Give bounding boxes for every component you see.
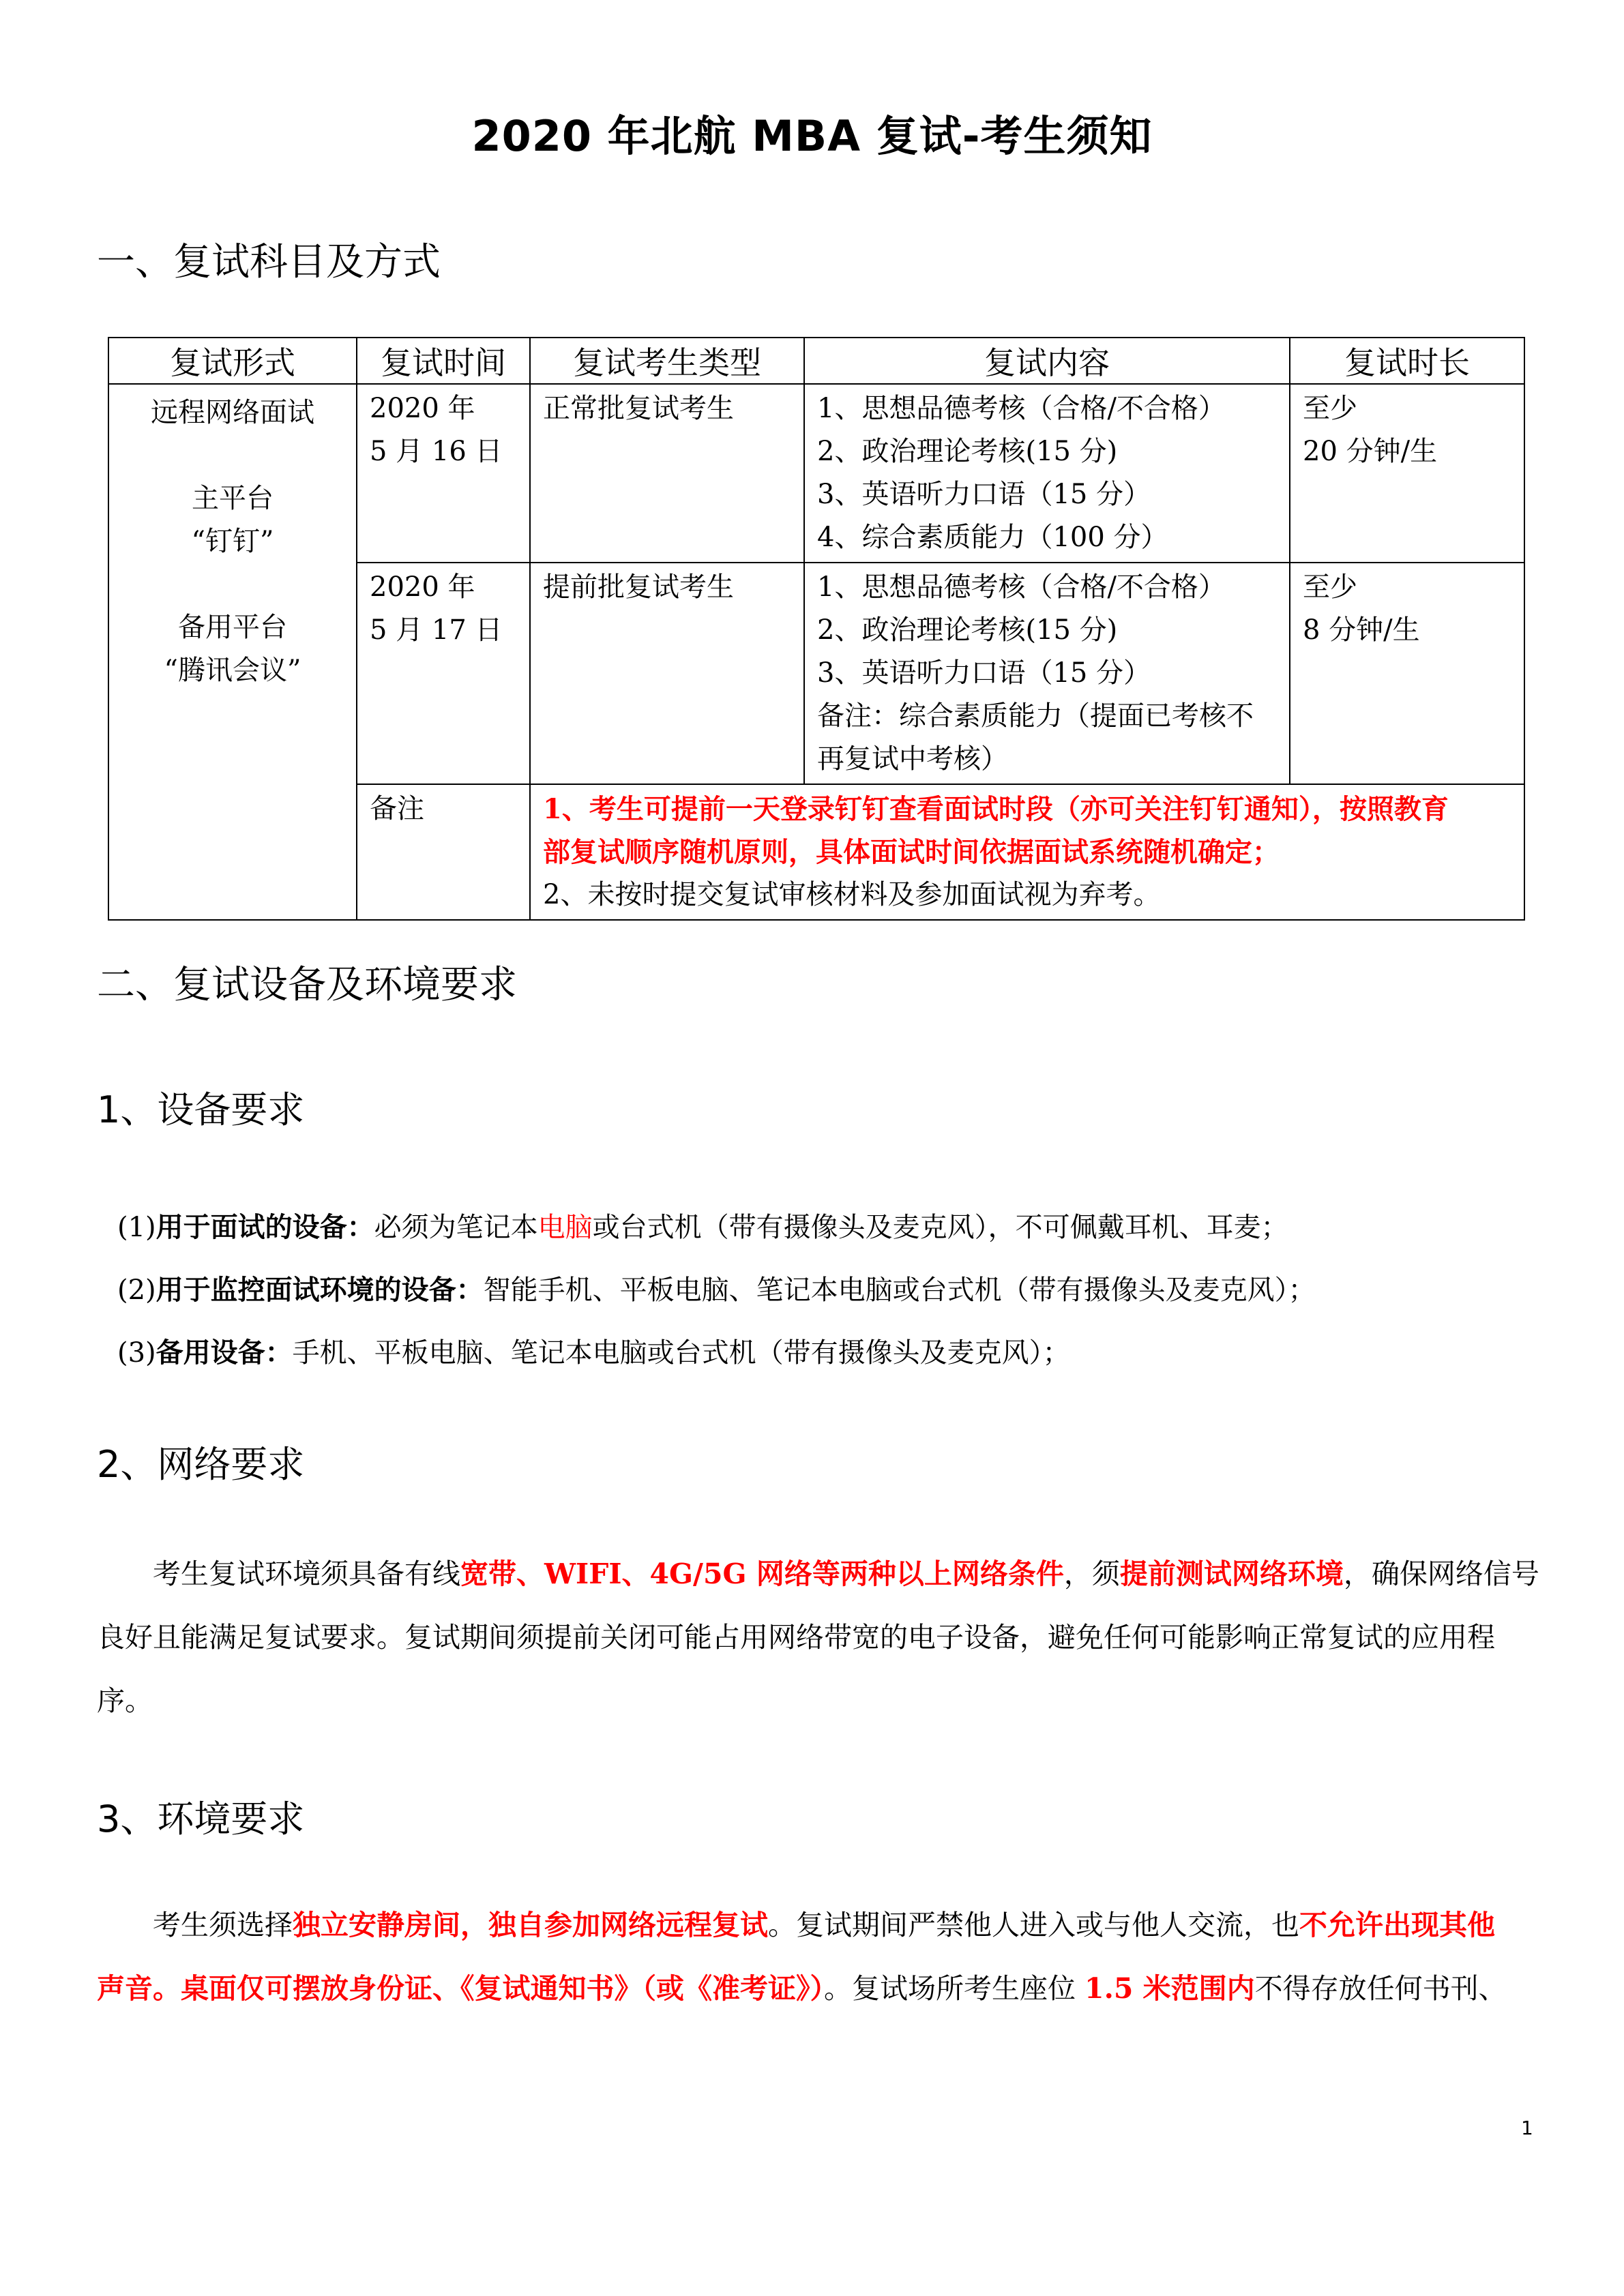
device-item [117,1268,1316,1307]
backup-platform-label: 备用平台 [178,612,287,643]
primary-platform-label: 主平台 [192,483,274,514]
device-label: 备用设备： [156,1337,293,1369]
duration-cell [1290,384,1524,563]
time-date: 5 月 17 日 [370,614,503,646]
duration-line: 至少 [1303,571,1357,603]
duration-line: 8 分钟/生 [1303,614,1420,646]
section-2-heading: 二、复试设备及环境要求 [97,963,517,1007]
device-number: (2) [117,1274,156,1306]
remark-line-red: 1、考生可提前一天登录钉钉查看面试时段（亦可关注钉钉通知），按照教育 [543,793,1449,825]
table-header-row [108,338,1524,384]
device-label: 用于监控面试环境的设备： [156,1274,484,1306]
type-cell: 提前批复试考生 [530,563,804,784]
content-line: 3、英语听力口语（15 分） [817,479,1151,510]
paragraph-line: 良好且能满足复试要求。复试期间须提前关闭可能占用网络带宽的电子设备，避免任何可能影响正常复试的应用程 [97,1621,1495,1654]
header-type: 复试考生类型 [530,338,804,384]
content-line: 再复试中考核） [817,743,1008,775]
network-heading: 2、网络要求 [97,1443,305,1486]
device-text: 或台式机（带有摄像头及麦克风），不可佩戴耳机、耳麦； [592,1212,1288,1243]
form-cell [108,384,357,920]
header-time: 复试时间 [357,338,530,384]
text-run-red: 不允许出现其他 [1299,1909,1495,1941]
page-number: 1 [1521,2117,1533,2139]
backup-platform-name: “腾讯会议” [164,655,301,686]
text-run: ，确保网络信号 [1343,1557,1539,1590]
device-text: 手机、平板电脑、笔记本电脑或台式机（带有摄像头及麦克风）； [292,1337,1070,1369]
device-text: 智能手机、平板电脑、笔记本电脑或台式机（带有摄像头及麦克风）； [483,1274,1316,1306]
text-run: 。复试期间严禁他人进入或与他人交流，也 [768,1909,1299,1941]
paragraph-line [97,1894,1531,1957]
page-title: 2020 年北航 MBA 复试-考生须知 [471,111,1153,161]
paragraph-line [97,1957,1531,2021]
primary-platform-name: “钉钉” [191,526,274,557]
remark-label: 备注 [357,784,530,920]
remark-line: 2、未按时提交复试审核材料及参加面试视为弃考。 [543,879,1161,910]
device-item [117,1331,1070,1370]
text-run: 。复试场所考生座位 [824,1972,1085,2005]
paragraph-line [97,1542,1539,1606]
remark-content [530,784,1524,920]
text-run: 不得存放任何书刊、 [1254,1972,1507,2005]
section-1-heading: 一、复试科目及方式 [97,240,441,284]
header-duration: 复试时长 [1290,338,1524,384]
content-cell [804,563,1290,784]
text-run-red: 宽带、WIFI、4G/5G 网络等两种以上网络条件 [460,1557,1064,1590]
time-cell [357,384,530,563]
environment-heading: 3、环境要求 [97,1798,305,1840]
network-paragraph [97,1542,1539,1733]
text-run: ，须 [1063,1557,1120,1590]
text-run: 考生复试环境须具备有线 [153,1557,460,1590]
device-text-red: 电脑 [537,1212,593,1243]
device-label: 用于面试的设备： [156,1212,374,1243]
duration-line: 至少 [1303,393,1357,424]
device-number: (3) [117,1337,156,1369]
text-run-red: 提前测试网络环境 [1119,1557,1344,1590]
text-run-red: 独立安静房间，独自参加网络远程复试 [293,1909,768,1941]
content-line: 1、思想品德考核（合格/不合格） [817,393,1226,424]
time-year: 2020 年 [370,393,475,424]
paragraph-line: 序。 [97,1684,153,1717]
exam-schedule-table [108,337,1525,921]
text-run-red: 声音。桌面仅可摆放身份证、《复试通知书》（或《准考证》） [97,1972,824,2005]
header-content: 复试内容 [804,338,1290,384]
content-line: 3、英语听力口语（15 分） [817,657,1151,689]
environment-paragraph [97,1894,1531,2021]
time-date: 5 月 16 日 [370,436,503,467]
content-cell [804,384,1290,563]
device-item [117,1206,1288,1244]
remark-line-red: 部复试顺序随机原则，具体面试时间依据面试系统随机确定； [543,836,1280,868]
device-number: (1) [117,1212,156,1243]
content-line: 2、政治理论考核(15 分) [817,614,1118,646]
duration-line: 20 分钟/生 [1303,436,1438,467]
type-cell: 正常批复试考生 [530,384,804,563]
device-text: 必须为笔记本 [374,1212,538,1243]
content-line: 2、政治理论考核(15 分) [817,436,1118,467]
content-line: 1、思想品德考核（合格/不合格） [817,571,1226,603]
time-year: 2020 年 [370,571,475,603]
duration-cell [1290,563,1524,784]
content-line: 4、综合素质能力（100 分） [817,522,1168,553]
text-run-red: 1.5 米范围内 [1084,1972,1255,2005]
content-line: 备注：综合素质能力（提面已考核不 [817,700,1254,732]
table-row [108,384,1524,563]
form-label: 远程网络面试 [151,397,314,428]
devices-heading: 1、设备要求 [97,1088,305,1131]
time-cell [357,563,530,784]
text-run: 考生须选择 [153,1909,293,1941]
header-form: 复试形式 [108,338,357,384]
